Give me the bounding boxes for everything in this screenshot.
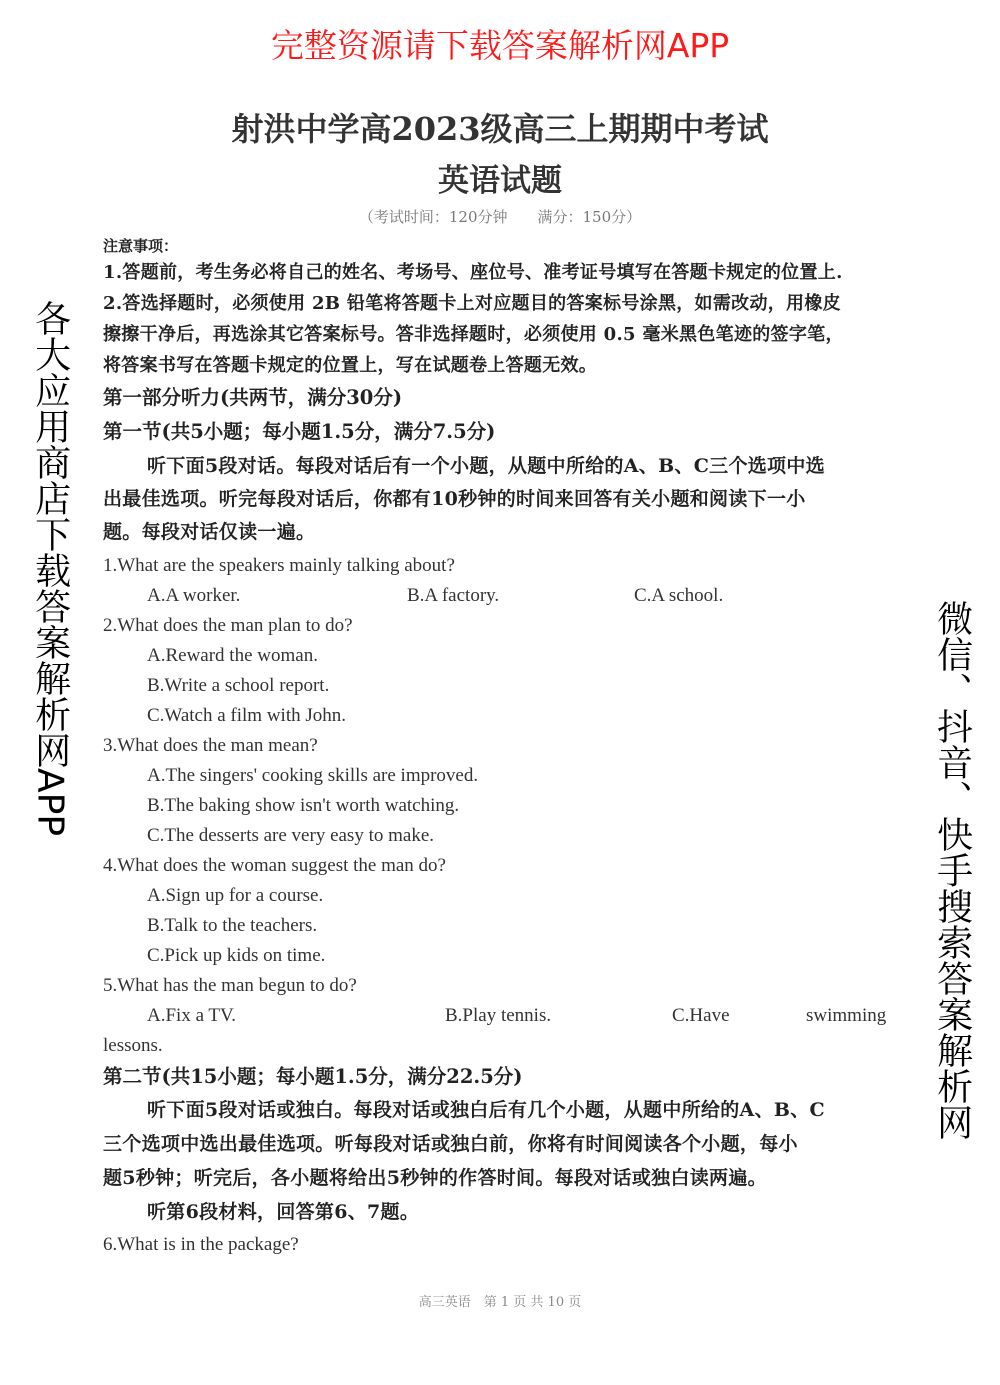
option-c: C.The desserts are very easy to make. <box>147 825 435 846</box>
question-6: 6.What is in the package? <box>103 1234 299 1255</box>
note-line: 2.答选择题时，必须使用 2B 铅笔将答题卡上对应题目的答案标号涂黑，如需改动，用橡皮 <box>103 293 841 314</box>
option-c: C.Watch a film with John. <box>147 705 346 726</box>
question-5: 5.What has the man begun to do? <box>103 975 357 996</box>
section2-instructions: 三个选项中选出最佳选项。听每段对话或独白前，你将有时间阅读各个小题，每小 <box>103 1133 798 1155</box>
option-a: A.Sign up for a course. <box>147 885 324 906</box>
question-1: 1.What are the speakers mainly talking about? <box>103 555 455 576</box>
material-note: 听第6段材料，回答第6、7题。 <box>147 1201 420 1223</box>
option-a: A.Reward the woman. <box>147 645 318 666</box>
option-a: A.The singers' cooking skills are improved. <box>147 765 479 786</box>
question-4: 4.What does the woman suggest the man do? <box>103 855 446 876</box>
section1-instructions: 出最佳选项。听完每段对话后，你都有10秒钟的时间来回答有关小题和阅读下一小 <box>103 488 806 510</box>
note-line: 1.答题前，考生务必将自己的姓名、考场号、座位号、准考证号填写在答题卡规定的位置上. <box>103 262 843 283</box>
part1-heading: 第一部分听力(共两节，满分30分) <box>103 386 403 409</box>
option-a: A.A worker. <box>147 585 241 606</box>
option-b: B.Write a school report. <box>147 675 330 696</box>
section1-heading: 第一节(共5小题；每小题1.5分，满分7.5分) <box>103 420 496 443</box>
exam-info: （考试时间：120分钟 满分：150分） <box>358 208 642 226</box>
section1-instructions: 题。每段对话仅读一遍。 <box>103 521 316 543</box>
exam-subtitle: 英语试题 <box>438 163 562 199</box>
section1-instructions: 听下面5段对话。每段对话后有一个小题，从题中所给的A、B、C三个选项中选 <box>147 455 825 477</box>
watermark-center: 完整资源请下载答案解析网APP <box>270 26 730 65</box>
section2-instructions: 听下面5段对话或独白。每段对话或独白后有几个小题，从题中所给的A、B、C <box>147 1099 825 1121</box>
option-b: B.The baking show isn't worth watching. <box>147 795 460 816</box>
option-c: C.A school. <box>634 585 724 606</box>
option-a: A.Fix a TV. <box>147 1005 237 1026</box>
option-b: B.Play tennis. <box>445 1005 552 1026</box>
page-footer: 高三英语 第 1 页 共 10 页 <box>418 1295 582 1310</box>
section2-heading: 第二节(共15小题；每小题1.5分，满分22.5分) <box>103 1065 523 1088</box>
question-2: 2.What does the man plan to do? <box>103 615 353 636</box>
section2-instructions: 题5秒钟；听完后，各小题将给出5秒钟的作答时间。每段对话或独白读两遍。 <box>103 1167 767 1189</box>
option-b: B.A factory. <box>407 585 500 606</box>
note-line: 将答案书写在答题卡规定的位置上，写在试题卷上答题无效。 <box>103 355 598 376</box>
option-c-continued: swimming <box>806 1005 887 1026</box>
note-line: 擦擦干净后，再选涂其它答案标号。答非选择题时，必须使用 0.5 毫米黑色笔迹的签字笔， <box>103 324 844 345</box>
option-c: C.Pick up kids on time. <box>147 945 326 966</box>
option-c-continued: lessons. <box>103 1035 163 1056</box>
notes-heading: 注意事项： <box>103 237 179 255</box>
exam-title: 射洪中学高2023级高三上期期中考试 <box>231 110 769 148</box>
watermark-bottom-right: 微信、抖音、快手搜索答案解析网 <box>931 600 973 1140</box>
question-3: 3.What does the man mean? <box>103 735 318 756</box>
option-c: C.Have <box>672 1005 730 1026</box>
option-b: B.Talk to the teachers. <box>147 915 318 936</box>
watermark-top-left: 各大应用商店下载答案解析网APP <box>29 300 71 837</box>
